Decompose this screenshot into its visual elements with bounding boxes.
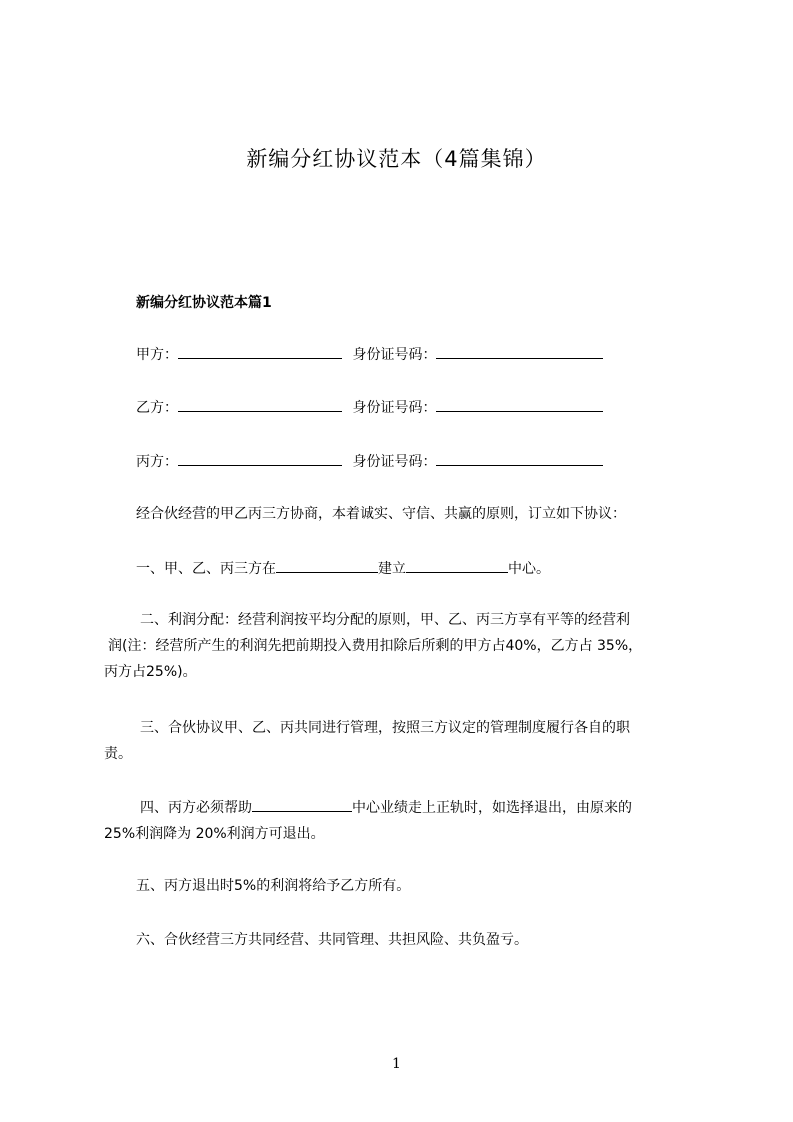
party-label: 乙方： [136,400,178,416]
clause-6: 六、合伙经营三方共同经营、共同管理、共担风险、共负盈亏。 [136,932,528,948]
document-title: 新编分红协议范本（4篇集锦） [246,147,547,171]
clause-4-line-2: 25%利润降为 20%利润方可退出。 [104,826,325,842]
center-name-blank [252,797,352,812]
page-number: 1 [392,1056,401,1072]
id-number-blank [436,397,603,412]
clause-1-text-c: 中心。 [508,561,550,577]
section-heading: 新编分红协议范本篇1 [136,295,272,311]
clause-4-line-1 [104,795,679,821]
clause-5: 五、丙方退出时5%的利润将给予乙方所有。 [136,878,411,894]
location-blank [276,558,378,573]
clause-1-text-b: 建立 [378,561,406,577]
center-name-blank [406,558,508,573]
clause-3-line-2: 责。 [104,746,132,762]
clause-1-text-a: 一、甲、乙、丙三方在 [136,561,276,577]
clause-4 [104,795,679,847]
clause-2 [104,607,679,685]
party-line-b [136,397,603,418]
id-label: 身份证号码： [352,400,437,416]
party-name-blank [178,451,342,466]
party-name-blank [178,344,342,359]
id-number-blank [436,451,603,466]
clause-3-line-1: 三、合伙协议甲、乙、丙共同进行管理，按照三方议定的管理制度履行各自的职 [140,720,630,736]
intro-paragraph: 经合伙经营的甲乙丙三方协商，本着诚实、守信、共赢的原则，订立如下协议： [136,506,626,522]
id-number-blank [436,344,603,359]
clause-2-line-3: 丙方占25%)。 [104,664,197,680]
clause-2-line-2: 润(注：经营所产生的利润先把前期投入费用扣除后所剩的甲方占40%，乙方占 35%， [108,638,643,654]
clause-4-text-b: 中心业绩走上正轨时，如选择退出，由原来的 [352,800,632,816]
clause-2-line-1: 二、利润分配：经营利润按平均分配的原则，甲、乙、丙三方享有平等的经营利 [140,612,630,628]
clause-4-text-a: 四、丙方必须帮助 [140,800,252,816]
party-label: 丙方： [136,454,178,470]
party-label: 甲方： [136,347,178,363]
clause-3 [104,715,679,767]
party-name-blank [178,397,342,412]
party-line-a [136,344,603,365]
clause-1 [136,558,550,579]
id-label: 身份证号码： [352,347,437,363]
id-label: 身份证号码： [352,454,437,470]
party-line-c [136,451,603,472]
